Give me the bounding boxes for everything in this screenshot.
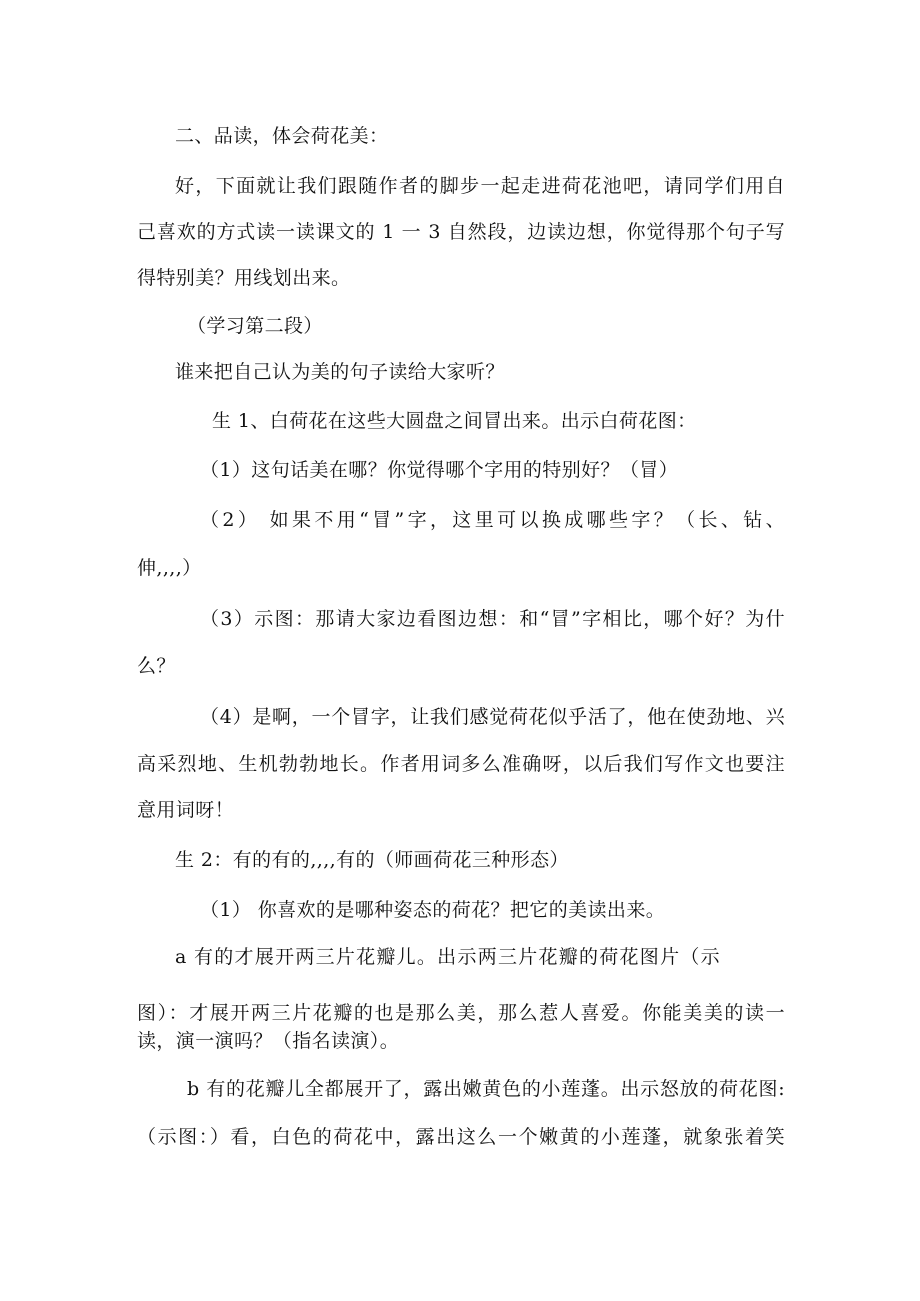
paragraph-line: （1）这句话美在哪？你觉得哪个字用的特别好？（冒） — [200, 459, 679, 481]
paragraph-line: 生 2：有的有的,,,,有的（师画荷花三种形态） — [175, 849, 569, 871]
paragraph-line: （2） 如果不用“冒”字，这里可以换成哪些字？（长、钻、 — [200, 509, 785, 531]
paragraph-line: a 有的才展开两三片花瓣儿。出示两三片花瓣的荷花图片（示 — [175, 946, 720, 968]
paragraph-line: 图）：才展开两三片花瓣的也是那么美，那么惹人喜爱。你能美美的读一 — [137, 1002, 785, 1024]
paragraph-line: （示图：）看，白色的荷花中，露出这么一个嫩黄的小莲蓬，就象张着笑 — [137, 1126, 785, 1148]
paragraph-line: b 有的花瓣儿全都展开了，露出嫩黄色的小莲蓬。出示怒放的荷花图: — [187, 1078, 785, 1100]
paragraph-line: 意用词呀！ — [137, 799, 235, 821]
paragraph-line: （1） 你喜欢的是哪种姿态的荷花？把它的美读出来。 — [200, 899, 666, 921]
paragraph-line: 伸,,,,） — [137, 557, 202, 579]
paragraph-line: 么？ — [137, 655, 176, 677]
paragraph-line: 谁来把自己认为美的句子读给大家听？ — [175, 361, 505, 383]
paragraph-line: （学习第二段） — [187, 315, 323, 337]
paragraph-line: （3）示图：那请大家边看图边想：和“冒”字相比，哪个好？为什 — [200, 608, 785, 630]
paragraph-line: 得特别美？用线划出来。 — [137, 267, 351, 289]
paragraph-line: 高采烈地、生机勃勃地长。作者用词多么准确呀，以后我们写作文也要注 — [137, 753, 785, 775]
paragraph-line: 己喜欢的方式读一读课文的 1 一 3 自然段，边读边想，你觉得那个句子写 — [137, 221, 785, 243]
paragraph-line: 好，下面就让我们跟随作者的脚步一起走进荷花池吧，请同学们用自 — [175, 175, 785, 197]
paragraph-line: （4）是啊，一个冒字，让我们感觉荷花似乎活了，他在使劲地、兴 — [200, 706, 785, 728]
paragraph-line: 读，演一演吗？（指名读演）。 — [137, 1030, 400, 1052]
paragraph-line: 生 1、白荷花在这些大圆盘之间冒出来。出示白荷花图： — [212, 410, 697, 432]
section-heading: 二、品读，体会荷花美： — [175, 125, 389, 147]
